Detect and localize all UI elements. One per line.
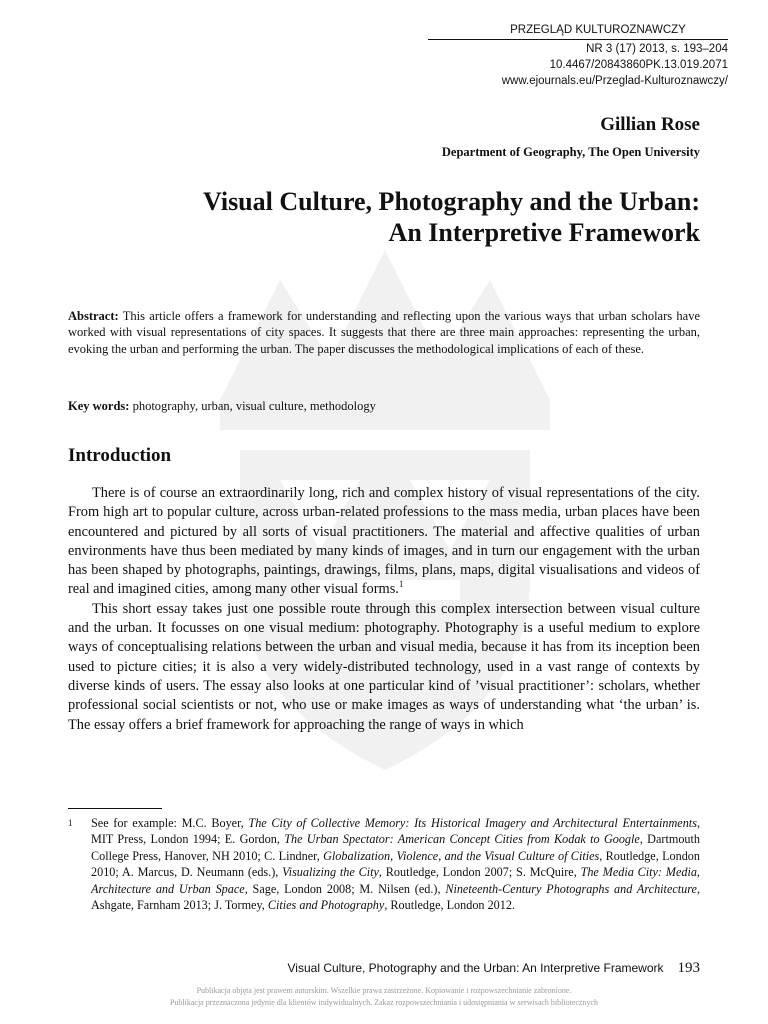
paragraph-text: This short essay takes just one possible route through this complex intersection between visual culture and the urban. It focusses on one visual medium: photography. Photography is a useful medium to explore ways of conceptualising relations between the urban and visual media, because it has from its inception been used to picture cities; it is also a very widely-distributed technology, used in a vast range of contexts by diverse kinds of users. The essay also looks at one particular kind of ’visual practitioner’: scholars, whether professional social scientists or not, who use or make images as ways of understanding what ‘the urban’ is. The essay offers a brief framework for approaching the range of ways in which: [68, 600, 700, 733]
footnote-seg: , Routledge, London 2012.: [384, 898, 515, 913]
footnote-seg: , Routledge, London 2010; A. Marcus, D. Neumann (eds.),: [91, 848, 700, 880]
journal-url: www.ejournals.eu/Przeglad-Kulturoznawczy/: [501, 75, 728, 87]
footnote-book-title: Globalization, Violence, and the Visual Culture of Cities: [323, 848, 600, 863]
abstract: [68, 308, 700, 357]
copyright-line-2: Publikacja przeznaczona jedynie dla klientów indywidualnych. Zakaz rozpowszechniania i udostępniania w serwisach bibliotecznych: [169, 998, 599, 1007]
footnote-book-title: Cities and Photography: [267, 898, 385, 913]
footnote-seg: , Routledge, London 2007; S. McQuire,: [378, 865, 581, 880]
body-text: [68, 484, 700, 735]
footnote-book-title: The Media City: Media, Architecture and Urban Space: [91, 865, 700, 896]
footnote-book-title: Visualizing the City: [282, 865, 379, 880]
paragraph-text: There is of course an extraordinarily long, rich and complex history of visual representations of the city. From high art to popular culture, across urban-related professions to the mass media, urban places have been encountered and pictured by all sorts of visual practitioners. The material and affective qualities of urban environments have thus been mediated by many kinds of images, and in turn our engagement with the urban has been shaped by photographs, paintings, drawings, films, plans, maps, digital visualisations and videos of real and imagined cities, among many other visual forms.: [68, 485, 700, 598]
author-affiliation: Department of Geography, The Open University: [441, 145, 700, 159]
running-title: Visual Culture, Photography and the Urban: An Interpretive Framework: [287, 961, 664, 975]
journal-name: PRZEGLĄD KULTUROZNAWCZY: [428, 22, 728, 40]
keywords-text: photography, urban, visual culture, methodology: [132, 399, 376, 413]
footnote-book-title: Nineteenth-Century Photographs and Architecture: [445, 881, 697, 896]
footnote-text: [91, 815, 700, 913]
abstract-label: Abstract:: [68, 309, 119, 323]
footnote-book-title: The City of Collective Memory: Its Historical Imagery and Architectural Entertainments: [248, 816, 697, 830]
footnote-seg: , Ashgate, Farnham 2013; J. Tormey,: [91, 881, 700, 913]
footnote-number: 1: [68, 818, 73, 828]
footnote-book-title: The Urban Spectator: American Concept Cities from Kodak to Google: [284, 832, 640, 847]
journal-header: [428, 22, 728, 89]
paragraph: [68, 600, 700, 735]
footnote-seg: , Sage, London 2008; M. Nilsen (ed.),: [244, 881, 446, 896]
doi: 10.4467/20843860PK.13.019.2071: [549, 59, 728, 71]
copyright-line-1: Publikacja objęta jest prawem autorskim. Wszelkie prawa zastrzeżone. Kopiowanie i rozpowszechnianie zabronione.: [196, 986, 572, 995]
issue-info: NR 3 (17) 2013, s. 193–204: [586, 43, 728, 55]
abstract-text: This article offers a framework for understanding and reflecting upon the various ways that urban scholars have worked with visual representations of city spaces. It suggests that there are three main approaches: representing the urban, evoking the urban and performing the urban. The paper discusses the methodological implications of each of these.: [68, 309, 701, 356]
paragraph: [68, 484, 700, 600]
title-line-2: An Interpretive Framework: [388, 218, 700, 247]
footnote-seg: See for example: M.C. Boyer,: [91, 816, 249, 830]
page-number: 193: [677, 960, 700, 976]
footnote: [68, 815, 700, 913]
title-line-1: Visual Culture, Photography and the Urban:: [203, 187, 700, 216]
article-title: [80, 186, 700, 248]
section-heading: Introduction: [68, 445, 172, 466]
copyright-notice: [0, 985, 768, 1009]
footnote-seg: , MIT Press, London 1994; E. Gordon,: [91, 816, 700, 847]
footnote-ref[interactable]: 1: [398, 579, 404, 590]
keywords-label: Key words:: [68, 399, 130, 413]
page-footer: [288, 960, 700, 977]
footnote-seg: , Dartmouth College Press, Hanover, NH 2010; C. Lindner,: [91, 832, 700, 863]
author-name: Gillian Rose: [600, 114, 700, 135]
footnote-divider: [68, 808, 162, 809]
keywords: [68, 398, 700, 414]
